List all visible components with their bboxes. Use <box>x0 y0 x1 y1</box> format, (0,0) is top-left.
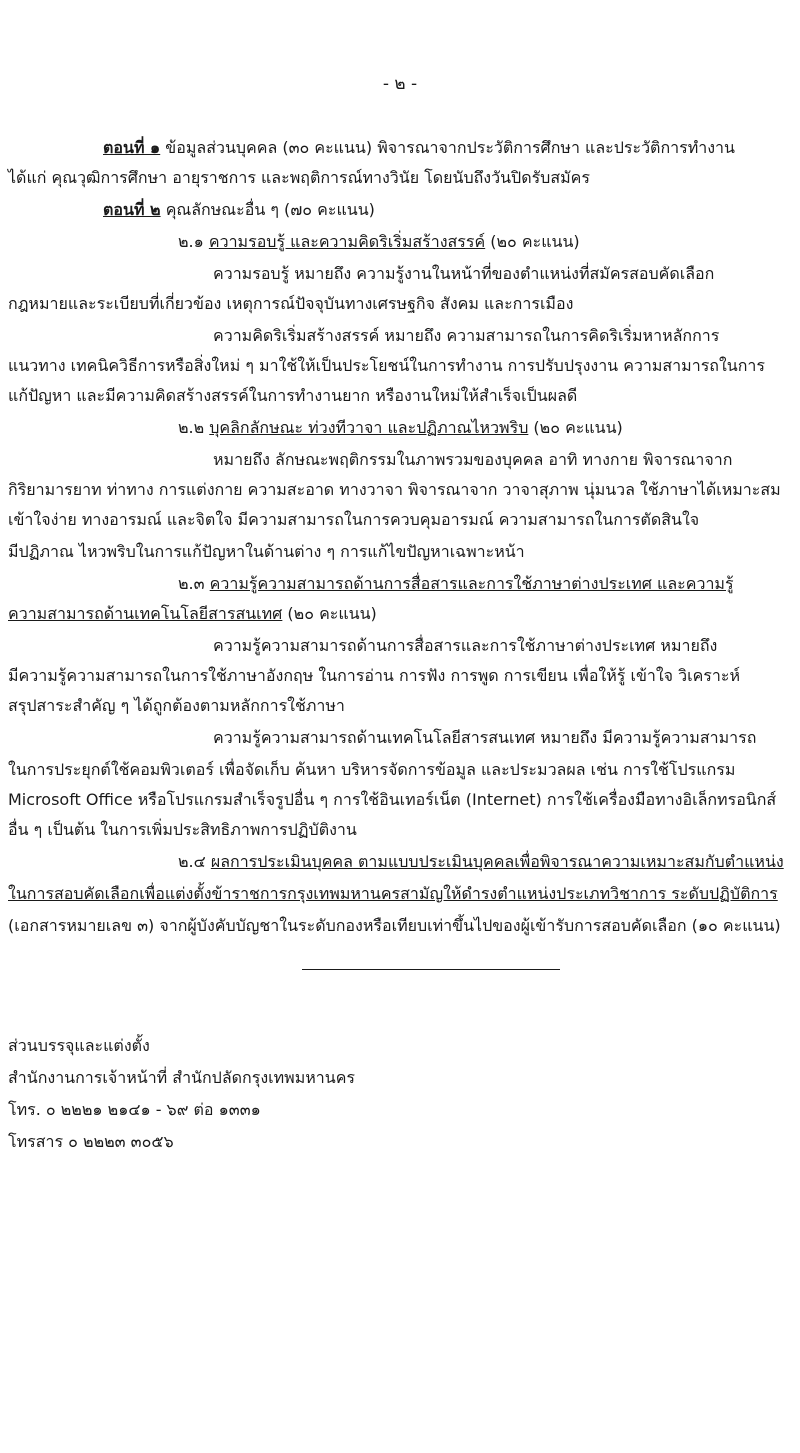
section-2-2-title: บุคลิกลักษณะ ท่วงทีวาจา และปฏิภาณไหวพริบ <box>209 418 529 437</box>
part1-label: ตอนที่ ๑ <box>103 138 161 157</box>
section-2-3-p1-line1: ความรู้ความสามารถด้านการสื่อสารและการใช้ภาษาต่างประเทศ หมายถึง <box>213 636 718 655</box>
section-2-1-p2-line2: แนวทาง เทคนิควิธีการหรือสิ่งใหม่ ๆ มาใช้ให้เป็นประโยชน์ในการทำงาน การปรับปรุงงาน ความสามารถในการ <box>8 356 765 375</box>
section-2-4-line3: (เอกสารหมายเลข ๓) จากผู้บังคับบัญชาในระดับกองหรือเทียบเท่าขึ้นไปของผู้เข้ารับการสอบคัดเลือก (๑๐ คะแนน) <box>8 916 781 935</box>
section-2-2-line3: เข้าใจง่าย ทางอารมณ์ และจิตใจ มีความสามารถในการควบคุมอารมณ์ ความสามารถในการตัดสินใจ <box>8 510 700 529</box>
section-2-1-p2-line3: แก้ปัญหา และมีความคิดสร้างสรรค์ในการทำงานยาก หรืองานใหม่ให้สำเร็จเป็นผลดี <box>8 386 578 405</box>
part2-label: ตอนที่ ๒ <box>103 200 161 219</box>
section-2-1-p1-line2: กฎหมายและระเบียบที่เกี่ยวข้อง เหตุการณ์ปัจจุบันทางเศรษฐกิจ สังคม และการเมือง <box>8 294 574 313</box>
section-2-1-p1-line1: ความรอบรู้ หมายถึง ความรู้งานในหน้าที่ของตำแหน่งที่สมัครสอบคัดเลือก <box>213 264 715 283</box>
section-2-3-p2-line1: ความรู้ความสามารถด้านเทคโนโลยีสารสนเทศ หมายถึง มีความรู้ความสามารถ <box>213 728 757 747</box>
section-2-3-p1-line2: มีความรู้ความสามารถในการใช้ภาษาอังกฤษ ในการอ่าน การฟัง การพูด การเขียน เพื่อให้รู้ เข้าใจ วิเคราะห์ <box>8 666 741 685</box>
part2-text: คุณลักษณะอื่น ๆ (๗๐ คะแนน) <box>160 200 375 219</box>
part1-line2: ได้แก่ คุณวุฒิการศึกษา อายุราชการ และพฤติการณ์ทางวินัย โดยนับถึงวันปิดรับสมัคร <box>8 168 590 187</box>
section-2-2-line2: กิริยามารยาท ท่าทาง การแต่งกาย ความสะอาด ทางวาจา พิจารณาจาก วาจาสุภาพ นุ่มนวล ใช้ภาษาได้เหมาะสม <box>8 480 781 499</box>
section-2-2-line1: หมายถึง ลักษณะพฤติกรรมในภาพรวมของบุคคล อาทิ ทางกาย พิจารณาจาก <box>213 450 733 469</box>
section-2-4-title-part1: ผลการประเมินบุคคล ตามแบบประเมินบุคคลเพื่อพิจารณาความเหมาะสมกับตำแหน่ง <box>210 852 784 871</box>
section-2-4-title-part2: ในการสอบคัดเลือกเพื่อแต่งตั้งข้าราชการกรุงเทพมหานครสามัญให้ดำรงตำแหน่งประเภทวิชาการ ระดับปฏิบัติการ <box>8 884 778 903</box>
section-2-4-heading-line2 <box>8 882 778 906</box>
part1-text1: ข้อมูลส่วนบุคคล (๓๐ คะแนน) พิจารณาจากประวัติการศึกษา และประวัติการทำงาน <box>160 138 735 157</box>
section-2-1-title: ความรอบรู้ และความคิดริเริ่มสร้างสรรค์ <box>208 232 486 251</box>
section-2-3-p2-line3: Microsoft Office หรือโปรแกรมสำเร็จรูปอื่น ๆ การใช้อินเทอร์เน็ต (Internet) การใช้เครื่องมือทางอิเล็กทรอนิกส์ <box>8 790 777 809</box>
section-2-3-title-part2: ความสามารถด้านเทคโนโลยีสารสนเทศ <box>8 604 283 623</box>
section-2-2-number: ๒.๒ <box>178 418 210 437</box>
section-2-3-p2-line4: อื่น ๆ เป็นต้น ในการเพิ่มประสิทธิภาพการปฏิบัติงาน <box>8 820 357 839</box>
section-divider <box>302 969 560 970</box>
footer-telephone: โทร. ๐ ๒๒๒๑ ๒๑๔๑ - ๖๙ ต่อ ๑๓๓๑ <box>8 1100 261 1119</box>
section-2-3-p2-line2: ในการประยุกต์ใช้คอมพิวเตอร์ เพื่อจัดเก็บ ค้นหา บริหารจัดการข้อมูล และประมวลผล เช่น การใช้โปรแกรม <box>8 760 736 779</box>
section-2-3-heading-line1 <box>178 572 734 596</box>
page-number: - ๒ - <box>382 74 418 94</box>
part2-heading <box>103 198 375 222</box>
section-2-1-number: ๒.๑ <box>178 232 209 251</box>
section-2-1-heading <box>178 230 580 254</box>
section-2-3-title-part1: ความรู้ความสามารถด้านการสื่อสารและการใช้ภาษาต่างประเทศ และความรู้ <box>209 574 734 593</box>
footer-fax: โทรสาร ๐ ๒๒๒๓ ๓๐๕๖ <box>8 1132 174 1151</box>
section-2-3-p1-line3: สรุปสาระสำคัญ ๆ ได้ถูกต้องตามหลักการใช้ภาษา <box>8 696 345 715</box>
section-2-3-score: (๒๐ คะแนน) <box>282 604 377 623</box>
part1-line1 <box>103 136 735 160</box>
section-2-4-number: ๒.๔ <box>178 852 211 871</box>
section-2-2-line4: มีปฏิภาณ ไหวพริบในการแก้ปัญหาในด้านต่าง ๆ การแก้ไขปัญหาเฉพาะหน้า <box>8 542 525 561</box>
section-2-2-heading <box>178 416 623 440</box>
section-2-1-p2-line1: ความคิดริเริ่มสร้างสรรค์ หมายถึง ความสามารถในการคิดริเริ่มหาหลักการ <box>213 326 720 345</box>
section-2-3-heading-line2 <box>8 602 377 626</box>
footer-office: ส่วนบรรจุและแต่งตั้ง <box>8 1036 150 1055</box>
footer-department: สำนักงานการเจ้าหน้าที่ สำนักปลัดกรุงเทพมหานคร <box>8 1068 355 1087</box>
section-2-2-score: (๒๐ คะแนน) <box>528 418 623 437</box>
section-2-1-score: (๒๐ คะแนน) <box>485 232 580 251</box>
section-2-4-heading-line1 <box>178 850 784 874</box>
section-2-3-number: ๒.๓ <box>178 574 210 593</box>
